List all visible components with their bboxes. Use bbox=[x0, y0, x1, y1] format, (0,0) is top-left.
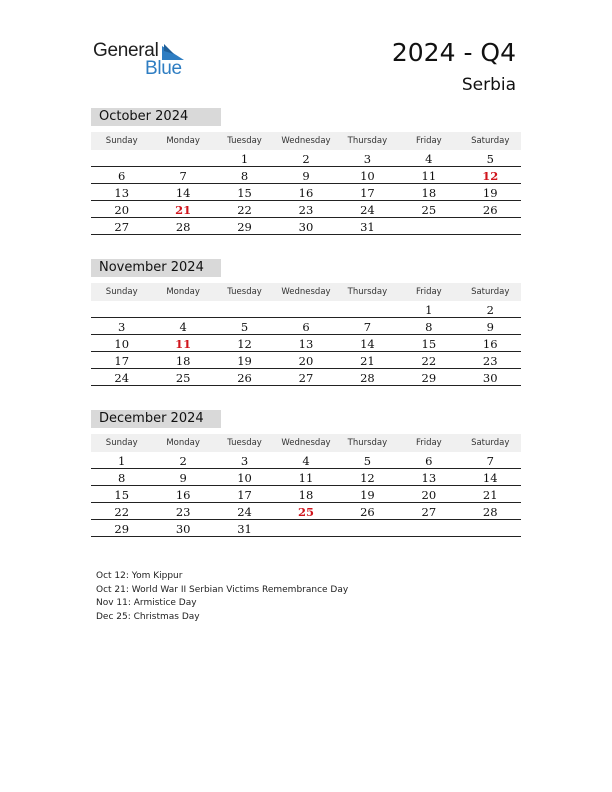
holiday-notes bbox=[96, 570, 348, 624]
day-cell: 3 bbox=[240, 454, 249, 468]
day-cell: 18 bbox=[421, 186, 437, 200]
day-cell: 23 bbox=[298, 203, 314, 217]
day-cell: 11 bbox=[298, 471, 314, 485]
day-cell: 20 bbox=[298, 354, 314, 368]
week-row bbox=[91, 369, 521, 386]
day-cell: 29 bbox=[237, 220, 252, 234]
day-cell: 27 bbox=[421, 505, 437, 519]
weekday-label: Saturday bbox=[471, 287, 510, 297]
day-cell: 3 bbox=[363, 152, 372, 166]
weekday-header bbox=[91, 132, 521, 150]
day-cell: 17 bbox=[237, 488, 252, 502]
day-cell: 8 bbox=[118, 471, 126, 485]
day-cell: 23 bbox=[482, 354, 498, 368]
logo-text-general: General bbox=[93, 40, 159, 61]
day-cell: 20 bbox=[421, 488, 437, 502]
holiday-note: Oct 21: World War II Serbian Victims Remembrance Day bbox=[96, 584, 349, 595]
weekday-label: Saturday bbox=[471, 438, 510, 448]
day-cell: 13 bbox=[298, 337, 314, 351]
day-cell: 19 bbox=[360, 488, 375, 502]
day-cell: 4 bbox=[179, 320, 187, 334]
weekday-header bbox=[91, 283, 521, 301]
week-row bbox=[91, 150, 521, 167]
logo-text-blue: Blue bbox=[145, 58, 182, 79]
weeks-grid bbox=[91, 452, 521, 537]
day-cell: 17 bbox=[114, 354, 130, 368]
holiday-note: Nov 11: Armistice Day bbox=[96, 598, 197, 608]
day-cell bbox=[398, 218, 459, 234]
day-cell: 19 bbox=[482, 186, 498, 200]
day-cell: 15 bbox=[114, 488, 130, 502]
day-cell: 2 bbox=[302, 152, 310, 166]
day-cell: 24 bbox=[237, 505, 252, 519]
day-cell: 28 bbox=[482, 505, 498, 519]
holiday-note: Dec 25: Christmas Day bbox=[96, 611, 200, 622]
day-cell: 29 bbox=[114, 522, 130, 536]
day-cell: 13 bbox=[114, 186, 130, 200]
day-cell: 8 bbox=[425, 320, 433, 334]
day-cell: 15 bbox=[237, 186, 252, 200]
day-cell: 24 bbox=[360, 203, 375, 217]
day-cell bbox=[91, 301, 152, 317]
day-cell: 3 bbox=[118, 320, 126, 334]
day-cell: 1 bbox=[118, 454, 126, 468]
day-cell: 10 bbox=[237, 471, 252, 485]
weeks-grid bbox=[91, 301, 521, 386]
week-row bbox=[91, 201, 521, 218]
day-cell bbox=[214, 301, 275, 317]
day-cell: 9 bbox=[486, 320, 494, 334]
day-cell: 2 bbox=[486, 303, 494, 317]
day-cell: 28 bbox=[175, 220, 191, 234]
day-cell: 21 bbox=[482, 488, 498, 502]
day-cell: 26 bbox=[360, 505, 375, 519]
week-row bbox=[91, 469, 521, 486]
weekday-label: Saturday bbox=[471, 136, 510, 146]
week-row bbox=[91, 167, 521, 184]
month-title: October 2024 bbox=[91, 108, 221, 126]
weekday-label: Friday bbox=[415, 287, 442, 297]
week-row bbox=[91, 184, 521, 201]
day-cell: 1 bbox=[425, 303, 433, 317]
day-cell: 12 bbox=[360, 471, 375, 485]
day-cell: 10 bbox=[360, 169, 375, 183]
day-cell: 11 bbox=[421, 169, 437, 183]
day-cell: 2 bbox=[179, 454, 187, 468]
month-title: November 2024 bbox=[91, 259, 221, 277]
month-october bbox=[91, 108, 521, 235]
day-cell: 5 bbox=[486, 152, 494, 166]
day-cell: 17 bbox=[360, 186, 375, 200]
day-cell bbox=[91, 150, 152, 166]
day-cell: 20 bbox=[114, 203, 130, 217]
day-cell: 28 bbox=[360, 371, 375, 385]
day-cell: 25 bbox=[421, 203, 437, 217]
week-row bbox=[91, 452, 521, 469]
day-cell: 6 bbox=[118, 169, 126, 183]
day-cell: 8 bbox=[240, 169, 249, 183]
day-cell bbox=[152, 150, 213, 166]
day-cell: 30 bbox=[298, 220, 314, 234]
week-row bbox=[91, 335, 521, 352]
day-cell: 23 bbox=[175, 505, 191, 519]
day-cell bbox=[337, 301, 398, 317]
day-cell bbox=[337, 520, 398, 536]
weekday-label: Monday bbox=[166, 136, 200, 146]
weekday-label: Tuesday bbox=[227, 136, 262, 146]
period-title: 2024 - Q4 bbox=[391, 38, 516, 67]
day-cell: 15 bbox=[421, 337, 437, 351]
week-row bbox=[91, 352, 521, 369]
day-cell: 25 bbox=[175, 371, 191, 385]
day-cell: 31 bbox=[360, 220, 375, 234]
day-cell bbox=[398, 520, 459, 536]
weekday-label: Friday bbox=[415, 136, 442, 146]
day-cell: 24 bbox=[114, 371, 130, 385]
weekday-label: Monday bbox=[166, 287, 200, 297]
day-cell: 29 bbox=[421, 371, 437, 385]
day-cell bbox=[275, 301, 336, 317]
day-cell: 7 bbox=[179, 169, 187, 183]
month-title: December 2024 bbox=[91, 410, 221, 428]
day-cell bbox=[460, 218, 521, 234]
day-cell: 22 bbox=[421, 354, 437, 368]
day-cell: 30 bbox=[175, 522, 191, 536]
day-cell: 26 bbox=[482, 203, 498, 217]
day-cell: 16 bbox=[482, 337, 498, 351]
month-december bbox=[91, 410, 521, 537]
day-cell: 14 bbox=[360, 337, 375, 351]
day-cell bbox=[460, 520, 521, 536]
day-cell: 14 bbox=[482, 471, 498, 485]
weekday-label: Sunday bbox=[105, 438, 138, 448]
day-cell: 31 bbox=[237, 522, 252, 536]
day-cell: 16 bbox=[298, 186, 314, 200]
weekday-label: Monday bbox=[166, 438, 200, 448]
weekday-label: Friday bbox=[415, 438, 442, 448]
weekday-label: Wednesday bbox=[281, 438, 331, 448]
day-cell: 22 bbox=[237, 203, 252, 217]
day-cell: 27 bbox=[298, 371, 314, 385]
day-cell: 13 bbox=[421, 471, 437, 485]
day-cell: 9 bbox=[302, 169, 310, 183]
weekday-label: Thursday bbox=[347, 287, 388, 297]
day-cell: 18 bbox=[298, 488, 314, 502]
week-row bbox=[91, 486, 521, 503]
day-cell: 4 bbox=[302, 454, 310, 468]
holiday-note: Oct 12: Yom Kippur bbox=[96, 571, 183, 581]
weekday-label: Sunday bbox=[105, 287, 138, 297]
day-cell: 9 bbox=[179, 471, 187, 485]
weekday-label: Tuesday bbox=[227, 438, 262, 448]
logo bbox=[93, 40, 193, 80]
weekday-label: Wednesday bbox=[281, 136, 331, 146]
day-cell: 6 bbox=[302, 320, 310, 334]
weekday-label: Thursday bbox=[347, 438, 388, 448]
weekday-label: Thursday bbox=[347, 136, 388, 146]
week-row bbox=[91, 318, 521, 335]
day-cell: 5 bbox=[240, 320, 249, 334]
day-cell: 26 bbox=[237, 371, 252, 385]
day-cell bbox=[152, 301, 213, 317]
weekday-label: Sunday bbox=[105, 136, 138, 146]
day-cell: 21 bbox=[360, 354, 375, 368]
day-cell: 7 bbox=[363, 320, 372, 334]
day-cell: 6 bbox=[425, 454, 433, 468]
day-cell: 19 bbox=[237, 354, 252, 368]
day-cell: 21 bbox=[175, 203, 192, 217]
day-cell: 30 bbox=[482, 371, 498, 385]
day-cell bbox=[275, 520, 336, 536]
weekday-header bbox=[91, 434, 521, 452]
day-cell: 10 bbox=[114, 337, 130, 351]
day-cell: 4 bbox=[425, 152, 433, 166]
weeks-grid bbox=[91, 150, 521, 235]
week-row bbox=[91, 503, 521, 520]
day-cell: 25 bbox=[297, 505, 314, 519]
day-cell: 1 bbox=[240, 152, 249, 166]
day-cell: 12 bbox=[237, 337, 252, 351]
week-row bbox=[91, 301, 521, 318]
day-cell: 11 bbox=[175, 337, 192, 351]
day-cell: 7 bbox=[486, 454, 494, 468]
day-cell: 22 bbox=[114, 505, 130, 519]
day-cell: 16 bbox=[175, 488, 191, 502]
day-cell: 27 bbox=[114, 220, 130, 234]
day-cell: 14 bbox=[175, 186, 191, 200]
day-cell: 12 bbox=[482, 169, 499, 183]
day-cell: 18 bbox=[175, 354, 191, 368]
week-row bbox=[91, 218, 521, 235]
month-november bbox=[91, 259, 521, 386]
country-name: Serbia bbox=[461, 75, 516, 95]
day-cell: 5 bbox=[363, 454, 372, 468]
weekday-label: Wednesday bbox=[281, 287, 331, 297]
weekday-label: Tuesday bbox=[227, 287, 262, 297]
week-row bbox=[91, 520, 521, 537]
